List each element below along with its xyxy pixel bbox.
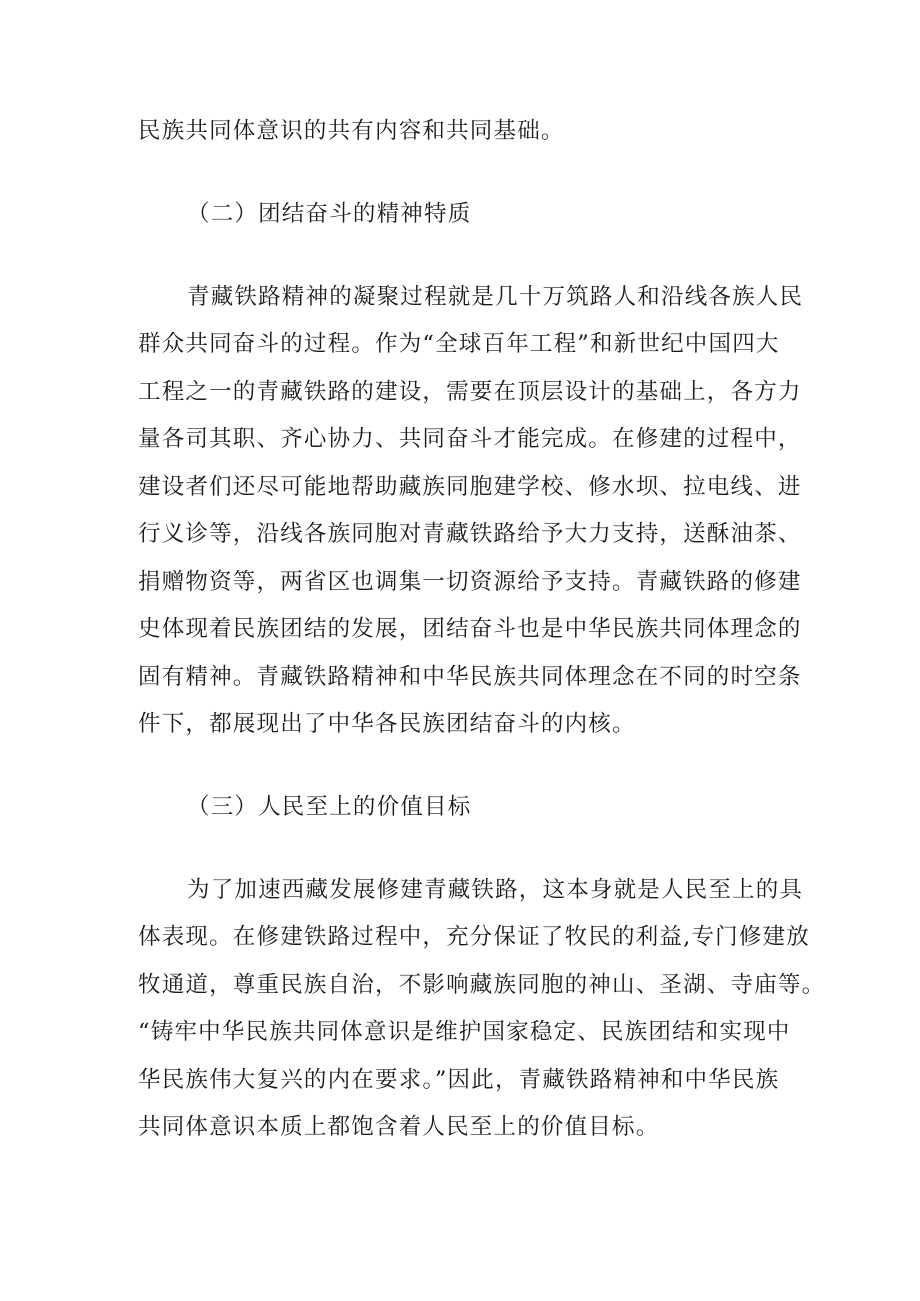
section-heading: （三）人民至上的价值目标 <box>187 794 472 820</box>
paragraph-line: 青藏铁路精神的凝聚过程就是几十万筑路人和沿线各族人民 <box>187 284 804 310</box>
paragraph-line: 体表现。在修建铁路过程中，充分保证了牧民的利益,专门修建放 <box>138 924 810 950</box>
paragraph-line: “铸牢中华民族共同体意识是维护国家稳定、民族团结和实现中 <box>138 1019 791 1045</box>
paragraph-line: 牧通道，尊重民族自治，不影响藏族同胞的神山、圣湖、寺庙等。 <box>138 972 826 998</box>
paragraph-line: 固有精神。青藏铁路精神和中华民族共同体理念在不同的时空条 <box>138 664 802 690</box>
paragraph-line: 捐赠物资等，两省区也调集一切资源给予支持。青藏铁路的修建 <box>138 569 802 595</box>
paragraph-line: 为了加速西藏发展修建青藏铁路，这本身就是人民至上的具 <box>187 877 804 903</box>
paragraph-line: 民族共同体意识的共有内容和共同基础。 <box>138 118 565 144</box>
paragraph-line: 群众共同奋斗的过程。作为“全球百年工程”和新世纪中国四大 <box>138 331 780 357</box>
paragraph-line: 行义诊等，沿线各族同胞对青藏铁路给予大力支持，送酥油茶、 <box>138 521 802 547</box>
paragraph-line: 史体现着民族团结的发展，团结奋斗也是中华民族共同体理念的 <box>138 616 802 642</box>
paragraph-line: 件下，都展现出了中华各民族团结奋斗的内核。 <box>138 711 636 737</box>
section-heading: （二）团结奋斗的精神特质 <box>187 201 472 227</box>
paragraph-line: 共同体意识本质上都饱含着人民至上的价值目标。 <box>138 1114 660 1140</box>
paragraph-line: 建设者们还尽可能地帮助藏族同胞建学校、修水坝、拉电线、进 <box>138 474 802 500</box>
paragraph-line: 华民族伟大复兴的内在要求。”因此，青藏铁路精神和中华民族 <box>138 1067 780 1093</box>
paragraph-line: 量各司其职、齐心协力、共同奋斗才能完成。在修建的过程中， <box>138 426 802 452</box>
paragraph-line: 工程之一的青藏铁路的建设，需要在顶层设计的基础上，各方力 <box>138 379 802 405</box>
